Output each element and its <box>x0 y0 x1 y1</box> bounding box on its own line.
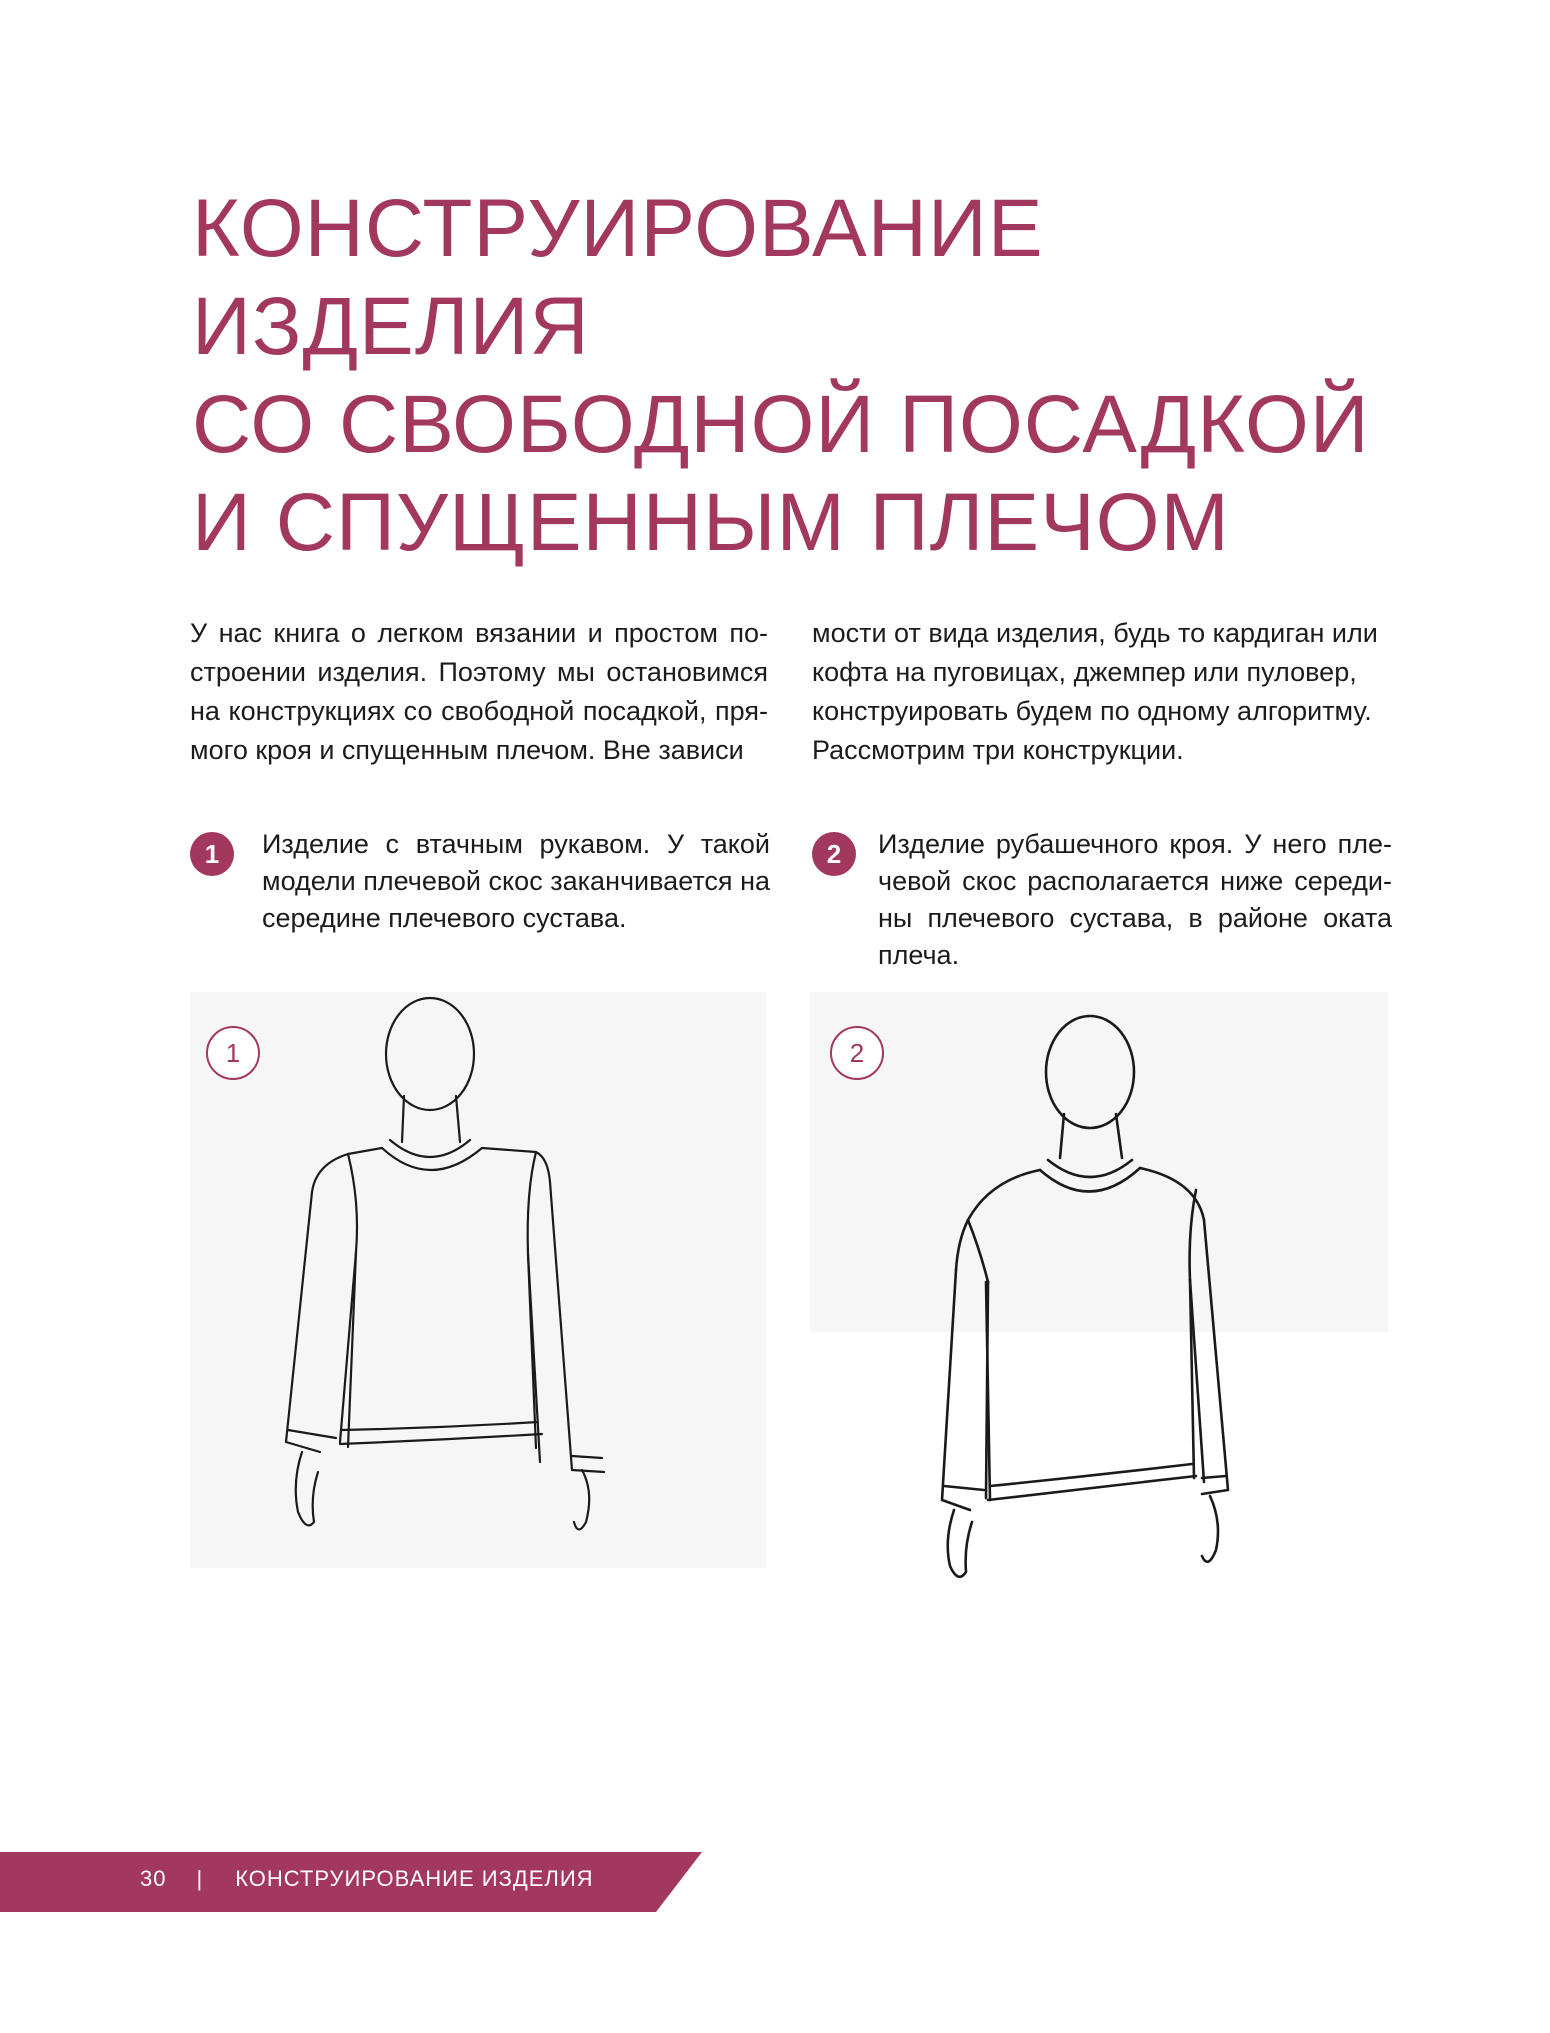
number-badge-1: 1 <box>190 832 234 876</box>
running-header: КОНСТРУИРОВАНИЕ ИЗДЕЛИЯ <box>235 1866 594 1891</box>
footer-separator: | <box>196 1866 204 1891</box>
list-item-2-text: Изделие рубашечного кроя. У него плечевой скос располагается ниже середины плечевого сустава, в районе оката плеча. <box>878 829 1392 970</box>
figure-label-2: 2 <box>830 1026 884 1080</box>
list-item-1 <box>190 826 770 937</box>
list-item-2 <box>812 826 1392 974</box>
intro-paragraph-right: мости от вида изделия, будь то кардиган или кофта на пуговицах, джемпер или пуловер, конструировать будем по одному алгоритму. Рассмотрим три конструкции. <box>812 618 1378 765</box>
page-number: 30 <box>140 1866 167 1891</box>
title-line-3: И СПУЩЕННЫМ ПЛЕЧОМ <box>192 477 1230 568</box>
figure-label-1: 1 <box>206 1026 260 1080</box>
page-title <box>192 180 1392 572</box>
footer-text <box>140 1866 594 1892</box>
title-line-2: СО СВОБОДНОЙ ПОСАДКОЙ <box>192 379 1370 470</box>
list-item-1-text: Изделие с втачным рукавом. У такой модели плечевой скос заканчивается на середине плечевого сустава. <box>262 829 770 933</box>
page-footer <box>0 1852 702 1912</box>
number-badge-2: 2 <box>812 832 856 876</box>
title-line-1: КОНСТРУИРОВАНИЕ ИЗДЕЛИЯ <box>192 183 1044 372</box>
intro-paragraph-left: У нас книга о легком вязании и простом построении изделия. Поэтому мы остановимся на конструкциях со свободной посадкой, прямого кроя и спущенным плечом. Вне зависи <box>190 618 768 765</box>
sweater-illustration-2 <box>900 1010 1260 1590</box>
sweater-illustration-1 <box>190 992 766 1568</box>
figure-set-in-sleeve <box>190 992 766 1568</box>
